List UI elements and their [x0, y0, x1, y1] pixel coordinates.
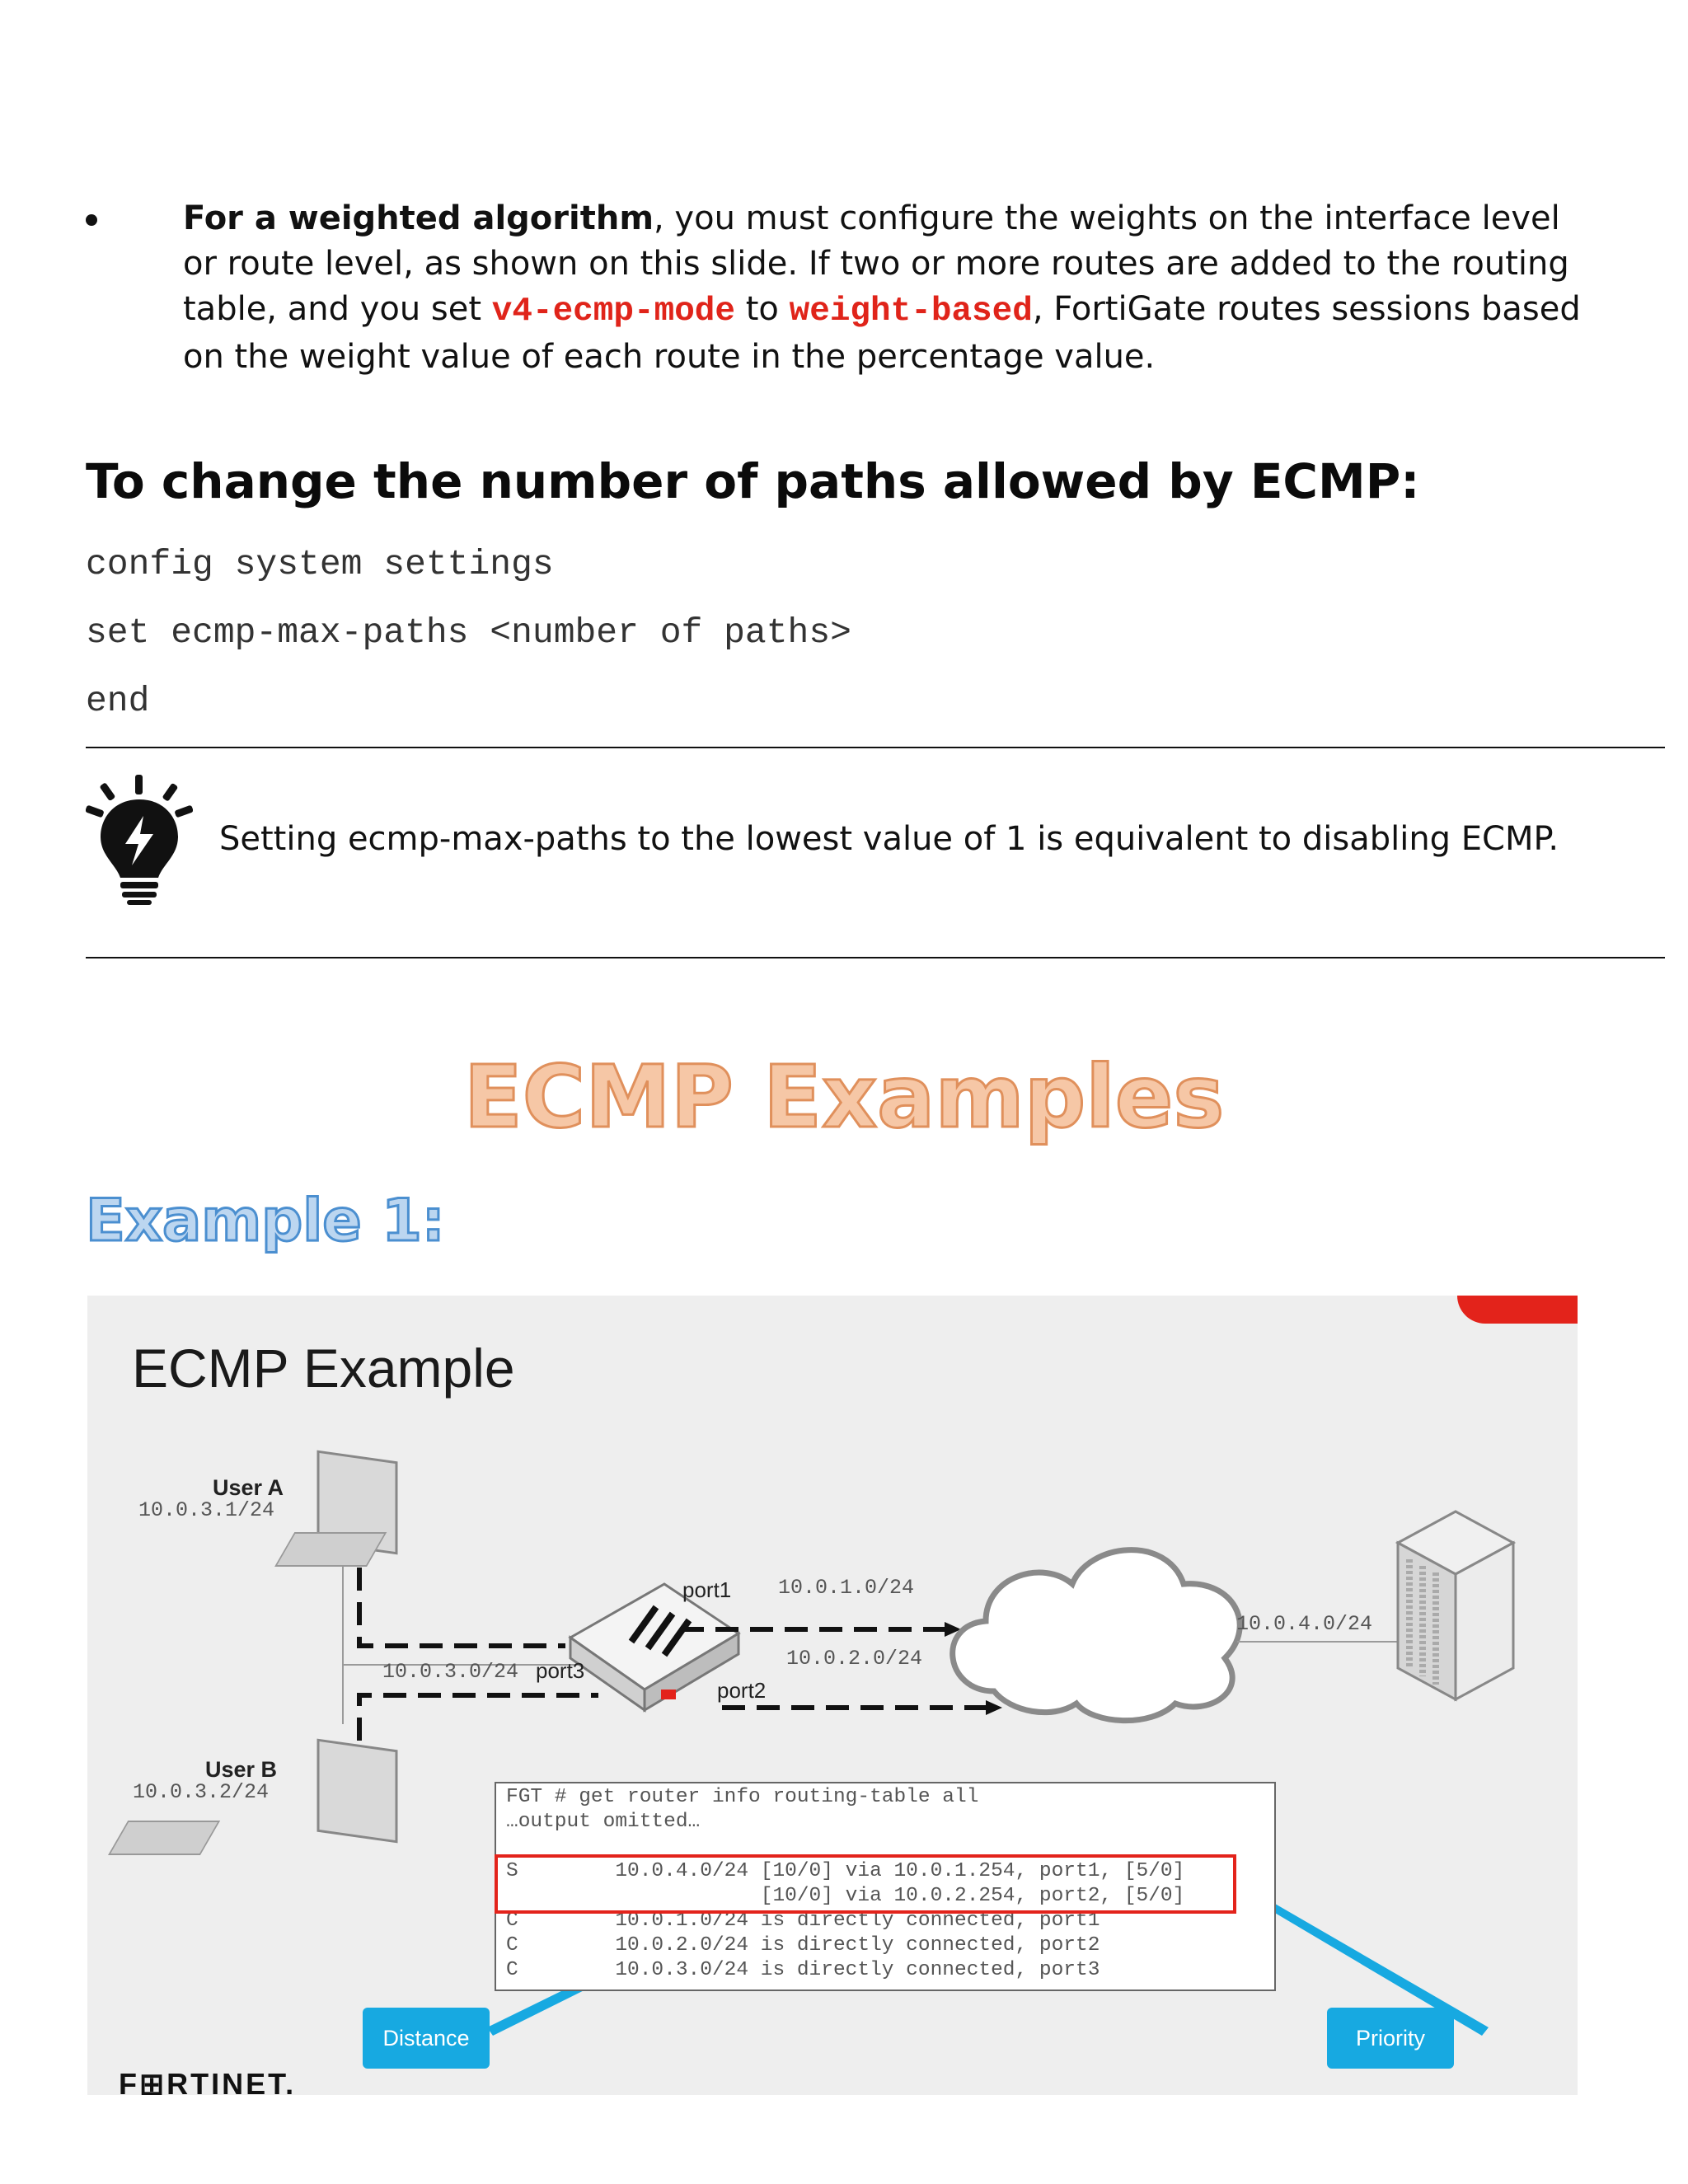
section-heading: To change the number of paths allowed by ECMP:	[86, 453, 1420, 509]
cli-route-connected-2: C 10.0.2.0/24 is directly connected, port2	[506, 1934, 1100, 1957]
distance-callout: Distance	[363, 2008, 490, 2069]
code-line-3: end	[86, 681, 150, 721]
user-a-computer-icon	[276, 1451, 396, 1566]
user-b-label: User B	[205, 1757, 278, 1782]
ecmp-routes-highlight	[495, 1854, 1236, 1914]
bullet-lead: For a weighted algorithm	[183, 199, 654, 237]
code-line-1: config system settings	[86, 544, 554, 584]
code-line-2: set ecmp-max-paths <number of paths>	[86, 612, 851, 653]
server-icon	[1398, 1511, 1513, 1699]
bullet-text-2: to	[735, 290, 790, 328]
divider-bottom	[86, 957, 1665, 958]
cli-route-connected-3: C 10.0.3.0/24 is directly connected, port3	[506, 1959, 1100, 1981]
bullet-paragraph	[132, 196, 1599, 380]
user-b-ip: 10.0.3.2/24	[133, 1780, 270, 1804]
server-subnet-label: 10.0.4.0/24	[1236, 1612, 1373, 1636]
code-weight-based: weight-based	[789, 293, 1033, 330]
section-title: ECMP Examples	[463, 1047, 1225, 1147]
port2-label: port2	[717, 1678, 767, 1703]
ecmp-slide	[87, 1296, 1578, 2095]
cli-command: FGT # get router info routing-table all	[506, 1786, 979, 1808]
user-a-label: User A	[213, 1475, 284, 1500]
divider-top	[86, 747, 1665, 748]
code-v4-ecmp-mode: v4-ecmp-mode	[491, 293, 736, 330]
example-title: Example 1:	[86, 1187, 445, 1254]
cli-omitted: …output omitted…	[506, 1811, 701, 1833]
cli-route-connected-1: C 10.0.1.0/24 is directly connected, port1	[506, 1910, 1100, 1932]
slide-title: ECMP Example	[132, 1338, 515, 1399]
lightbulb-icon	[86, 775, 193, 907]
port1-label: port1	[682, 1577, 732, 1602]
bullet-text	[183, 196, 1599, 380]
bullet-dot	[86, 214, 97, 226]
user-a-ip: 10.0.3.1/24	[138, 1498, 275, 1522]
bullet-text-1: , you must configure the weights on the interface level or route level, as shown on this slide. If two or more routes are added to the routing table, and you set	[183, 199, 1569, 328]
port3-label: port3	[536, 1658, 585, 1683]
cli-route-static-2: [10/0] via 10.0.2.254, port2, [5/0]	[506, 1885, 1185, 1907]
cli-route-static-1: S 10.0.4.0/24 [10/0] via 10.0.1.254, port1, [5/0]	[506, 1860, 1185, 1882]
port2-subnet-label: 10.0.2.0/24	[786, 1647, 923, 1671]
internet-cloud-icon	[953, 1550, 1240, 1721]
bullet-text-3: , FortiGate routes sessions based on the weight value of each route in the percentage value.	[183, 290, 1581, 376]
priority-callout: Priority	[1327, 2008, 1454, 2069]
tip-text: Setting ecmp-max-paths to the lowest value of 1 is equivalent to disabling ECMP.	[219, 820, 1559, 858]
port1-subnet-label: 10.0.1.0/24	[778, 1576, 915, 1600]
fortinet-logo: F⊞RTINET.	[119, 2067, 297, 2095]
lan-subnet-label: 10.0.3.0/24	[382, 1660, 519, 1684]
